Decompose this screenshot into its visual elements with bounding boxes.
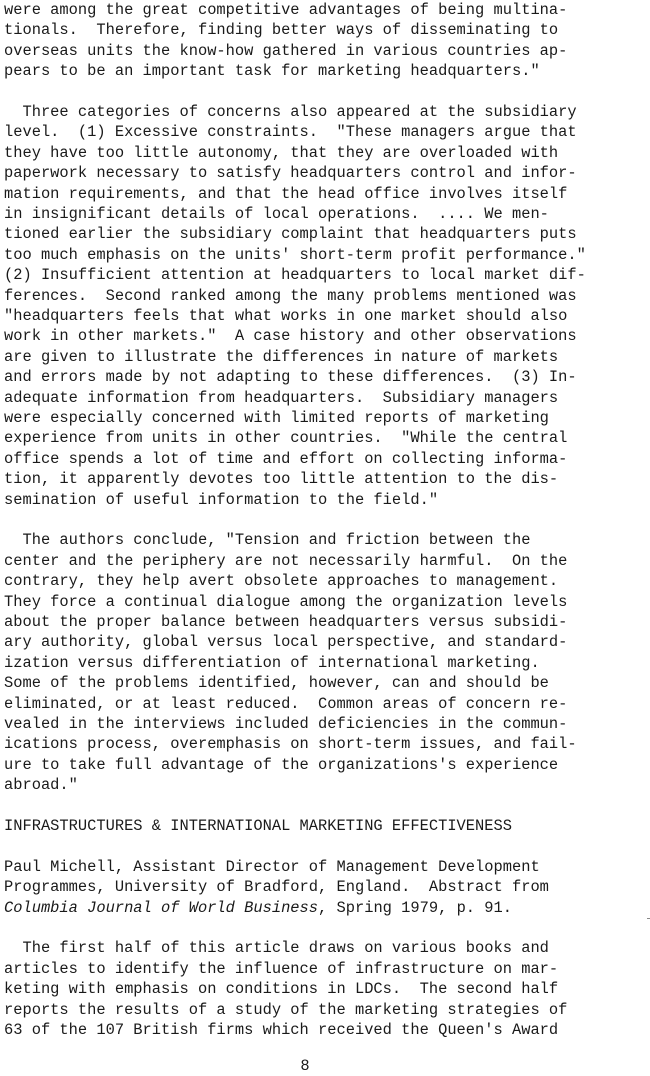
text-line: (2) Insufficient attention at headquarters to local market dif- bbox=[4, 266, 586, 285]
text-line: they have too little autonomy, that they are overloaded with bbox=[4, 143, 559, 162]
text-line: articles to identify the influence of infrastructure on mar- bbox=[4, 959, 559, 978]
text-line: too much emphasis on the units' short-term profit performance." bbox=[4, 245, 586, 264]
text-line: Paul Michell, Assistant Director of Management Development bbox=[4, 857, 540, 876]
text-line: in insignificant details of local operations. .... We men- bbox=[4, 205, 549, 223]
text-line: ization versus differentiation of international marketing. bbox=[4, 653, 540, 672]
page-number: 8 bbox=[300, 1057, 310, 1075]
text-line: Some of the problems identified, however, can and should be bbox=[4, 674, 549, 693]
text-line: ure to take full advantage of the organizations's experience bbox=[4, 755, 559, 774]
text-line: keting with emphasis on conditions in LDCs. The second half bbox=[4, 980, 559, 999]
text-line: center and the periphery are not necessarily harmful. On the bbox=[4, 551, 568, 570]
text-line: Programmes, University of Bradford, England. Abstract from bbox=[4, 878, 549, 897]
text-line: are given to illustrate the differences in nature of markets bbox=[4, 347, 559, 366]
text-line: abroad." bbox=[4, 776, 78, 795]
text-line: 63 of the 107 British firms which received the Queen's Award bbox=[4, 1021, 559, 1039]
text-line: tion, it apparently devotes too little attention to the dis- bbox=[4, 470, 559, 489]
text-line: and errors made by not adapting to these differences. (3) In- bbox=[4, 368, 577, 387]
text-line: were especially concerned with limited reports of marketing bbox=[4, 409, 549, 427]
text-line: semination of useful information to the field." bbox=[4, 490, 439, 509]
journal-title: Columbia Journal of World Business bbox=[4, 898, 319, 917]
text-line: The authors conclude, "Tension and friction between the bbox=[4, 531, 531, 550]
text-line: The first half of this article draws on various books and bbox=[4, 939, 549, 958]
section-heading: INFRASTRUCTURES & INTERNATIONAL MARKETING EFFECTIVENESS bbox=[4, 817, 512, 835]
text-line: tionals. Therefore, finding better ways of disseminating to bbox=[4, 21, 559, 40]
text-line: adequate information from headquarters. Subsidiary managers bbox=[4, 388, 559, 407]
text-line: vealed in the interviews included deficiencies in the commun- bbox=[4, 715, 568, 733]
text-line: experience from units in other countries. "While the central bbox=[4, 429, 568, 448]
text-line: reports the results of a study of the marketing strategies of bbox=[4, 1000, 568, 1019]
text-line: eliminated, or at least reduced. Common areas of concern re- bbox=[4, 694, 568, 713]
text-line: mation requirements, and that the head office involves itself bbox=[4, 184, 568, 203]
text-line: tioned earlier the subsidiary complaint that headquarters puts bbox=[4, 225, 577, 244]
text-line: level. (1) Excessive constraints. "These managers argue that bbox=[4, 123, 577, 142]
text-line: pears to be an important task for marketing headquarters." bbox=[4, 62, 540, 81]
text-line: "headquarters feels that what works in one market should also bbox=[4, 307, 568, 325]
text-line: They force a continual dialogue among the organization levels bbox=[4, 592, 568, 611]
text-line: contrary, they help avert obsolete approaches to management. bbox=[4, 572, 559, 591]
text-line: ary authority, global versus local perspective, and standard- bbox=[4, 633, 568, 652]
citation-source-line bbox=[4, 898, 512, 918]
text-line: about the proper balance between headquarters versus subsidi- bbox=[4, 613, 568, 631]
text-line: were among the great competitive advantages of being multina- bbox=[4, 1, 568, 19]
text-line: paperwork necessary to satisfy headquarters control and infor- bbox=[4, 164, 577, 183]
text-line: ications process, overemphasis on short-term issues, and fail- bbox=[4, 735, 577, 754]
text-line: overseas units the know-how gathered in various countries ap- bbox=[4, 41, 568, 60]
text-line: ferences. Second ranked among the many problems mentioned was bbox=[4, 286, 577, 305]
text-line: office spends a lot of time and effort on collecting informa- bbox=[4, 449, 568, 468]
citation-details: , Spring 1979, p. 91. bbox=[318, 898, 512, 917]
text-line: work in other markets." A case history and other observations bbox=[4, 327, 577, 346]
text-line: Three categories of concerns also appeared at the subsidiary bbox=[4, 103, 577, 121]
